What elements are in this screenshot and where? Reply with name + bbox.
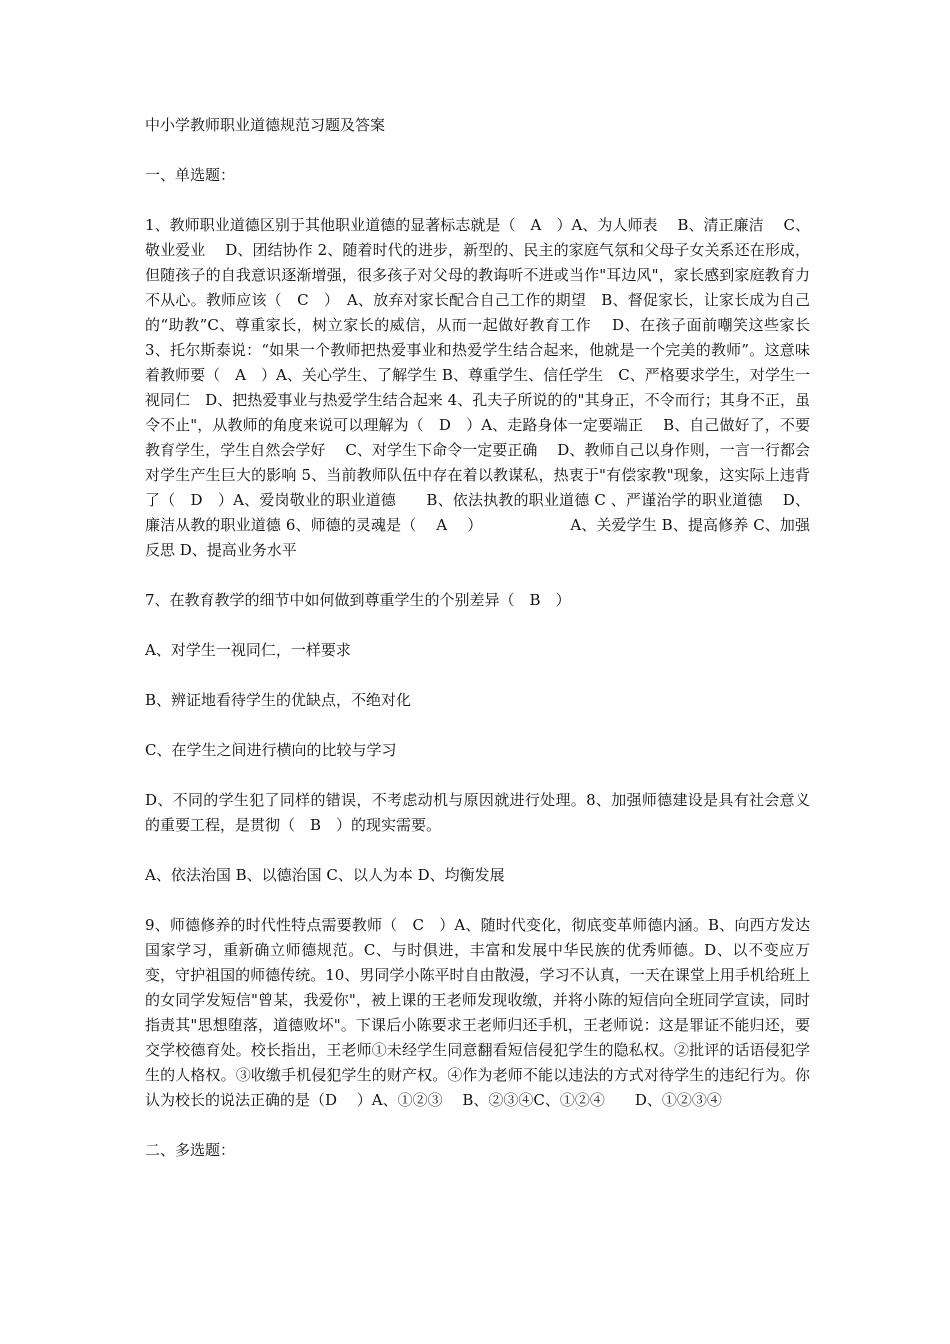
section-heading-single-choice: 一、单选题： <box>145 166 236 184</box>
question-block-1-6: 1、教师职业道德区别于其他职业道德的显著标志就是（ A ）A、为人师表 B、清正廉洁 C、敬业爱业 D、团结协作 2、随着时代的进步，新型的、民主的家庭气氛和父母子女关系还在形成，但随孩子的自我意识逐渐增强，很多孩子对父母的教诲听不进或当作"耳边风"，家长感到家庭教育力不从心。教师应该（ C ） A、放弃对家长配合自己工作的期望 B、督促家长，让家长成为自己的“助教”C、尊重家长，树立家长的威信，从而一起做好教育工作 D、在孩子面前嘲笑这些家长 3、托尔斯泰说：“如果一个教师把热爱事业和热爱学生结合起来，他就是一个完美的教师”。这意味着教师要（ A ）A、关心学生、了解学生 B、尊重学生、信任学生 C、严格要求学生，对学生一视同仁 D、把热爱事业与热爱学生结合起来 4、孔夫子所说的的"其身正，不令而行；其身不正，虽令不止"，从教师的角度来说可以理解为（ D ）A、走路身体一定要端正 B、自己做好了，不要教育学生，学生自然会学好 C、对学生下命令一定要正确 D、教师自己以身作则，一言一行都会对学生产生巨大的影响 5、当前教师队伍中存在着以教谋私，热衷于"有偿家教"现象，这实际上违背了（ D ）A、爱岗敬业的职业道德 B、依法执教的职业道德 C 、严谨治学的职业道德 D、廉洁从教的职业道德 6、师德的灵魂是（ A ） A、关爱学生 B、提高修养 C、加强反思 D、提高业务水平 <box>145 216 810 559</box>
question-8-options: A、依法治国 B、以德治国 C、以人为本 D、均衡发展 <box>145 866 505 884</box>
question-7-option-a: A、对学生一视同仁，一样要求 <box>145 641 351 659</box>
question-7-option-d-and-question-8: D、不同的学生犯了同样的错误，不考虑动机与原因就进行处理。8、加强师德建设是具有社会意义的重要工程，是贯彻（ B ）的现实需要。 <box>145 791 810 834</box>
section-heading-multiple-choice: 二、多选题： <box>145 1141 236 1159</box>
document-title: 中小学教师职业道德规范习题及答案 <box>145 116 386 134</box>
question-block-9-10: 9、师德修养的时代性特点需要教师（ C ）A、随时代变化，彻底变革师德内涵。B、向西方发达国家学习，重新确立师德规范。C、与时俱进，丰富和发展中华民族的优秀师德。D、以不变应万变，守护祖国的师德传统。10、男同学小陈平时自由散漫，学习不认真，一天在课堂上用手机给班上的女同学发短信"曾某，我爱你"，被上课的王老师发现收缴，并将小陈的短信向全班同学宣读，同时指责其"思想堕落，道德败坏"。下课后小陈要求王老师归还手机，王老师说：这是罪证不能归还，要交学校德育处。校长指出，王老师①未经学生同意翻看短信侵犯学生的隐私权。②批评的话语侵犯学生的人格权。③收缴手机侵犯学生的财产权。④作为老师不能以违法的方式对待学生的违纪行为。你认为校长的说法正确的是（D ）A、①②③ B、②③④C、①②④ D、①②③④ <box>145 916 810 1109</box>
question-7-option-b: B、辨证地看待学生的优缺点，不绝对化 <box>145 691 412 709</box>
question-7-option-c: C、在学生之间进行横向的比较与学习 <box>145 741 397 759</box>
question-7-stem: 7、在教育教学的细节中如何做到尊重学生的个别差异（ B ） <box>145 591 571 609</box>
document-body <box>145 113 810 1188</box>
